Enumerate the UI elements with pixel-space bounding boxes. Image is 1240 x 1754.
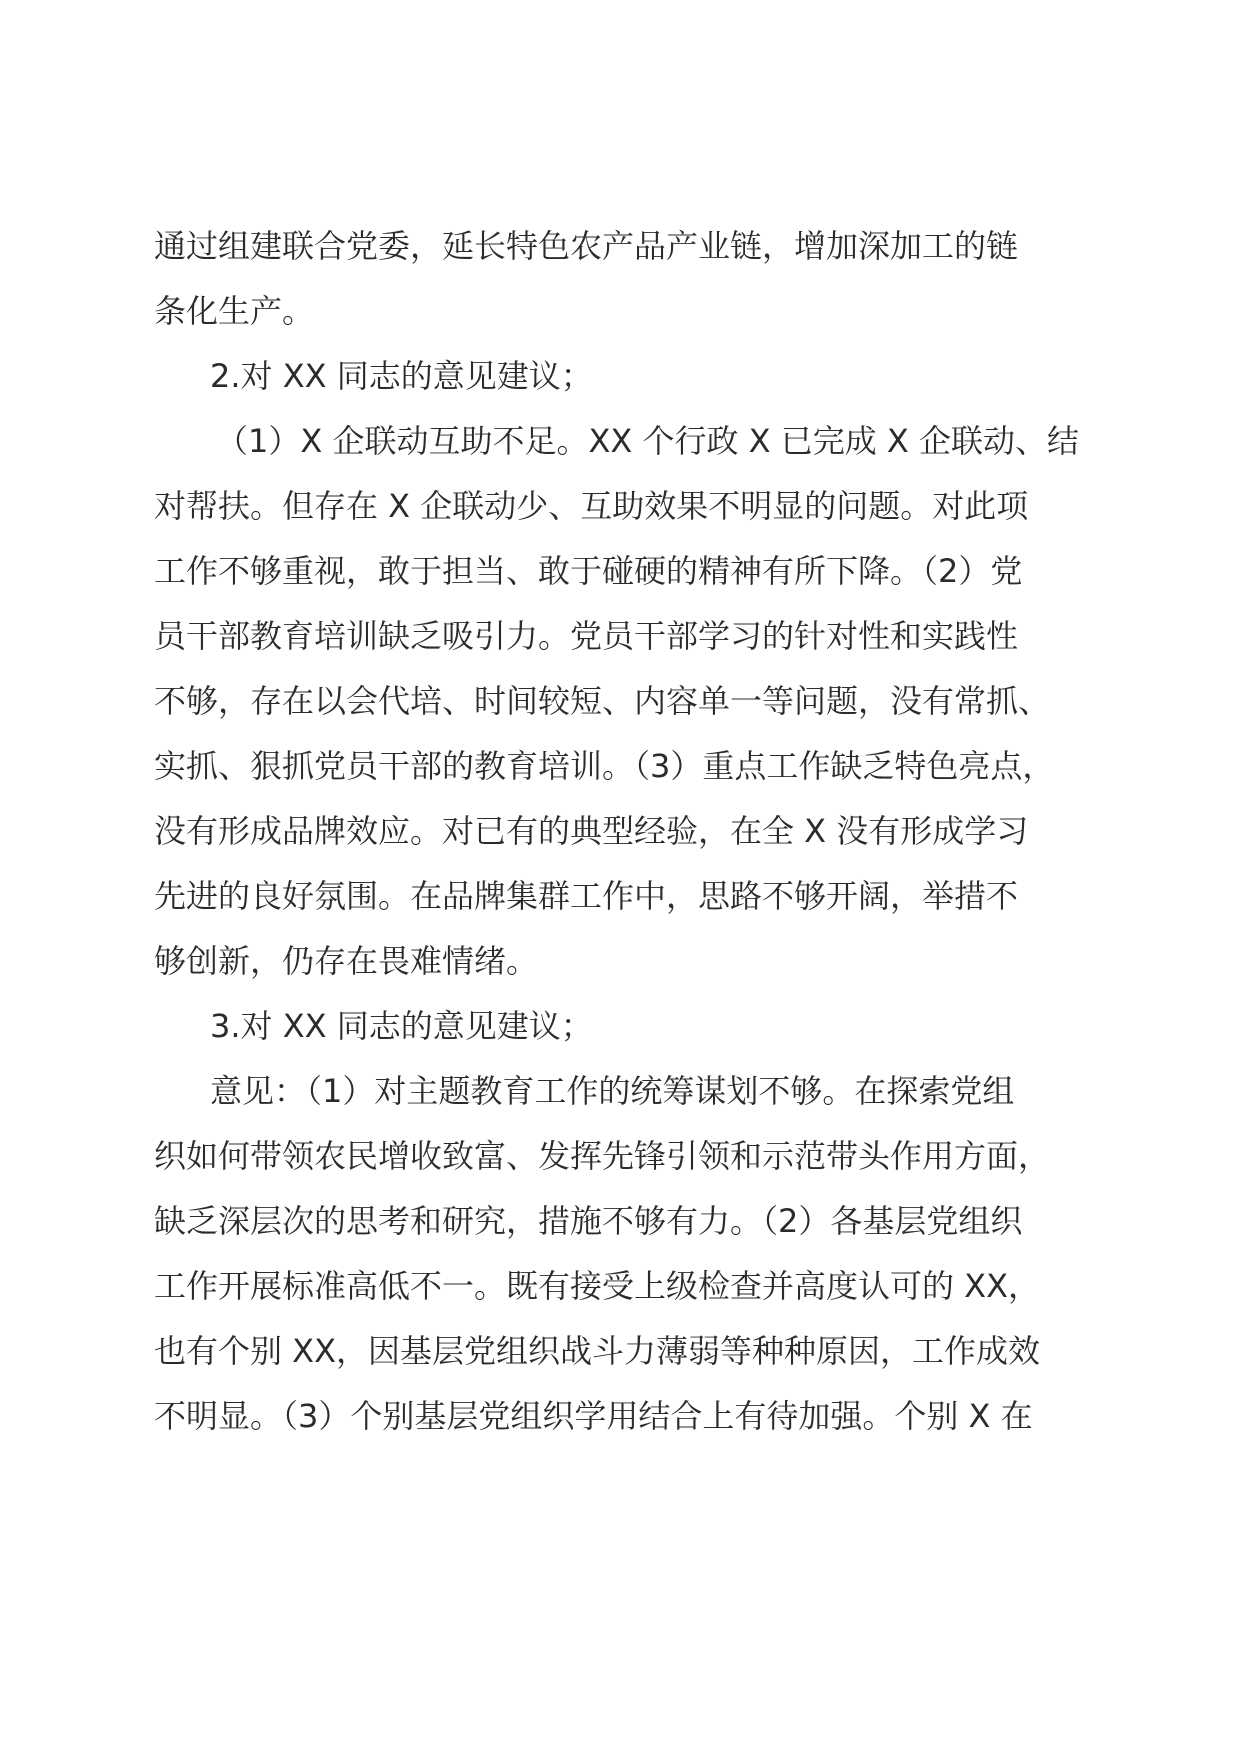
text-line: 不够，存在以会代培、时间较短、内容单一等问题，没有常抓、 — [154, 682, 1051, 720]
text-line: 不明显。（3）个别基层党组织学用结合上有待加强。个别 X 在 — [154, 1397, 1033, 1435]
text-line: 员干部教育培训缺乏吸引力。党员干部学习的针对性和实践性 — [154, 617, 1019, 655]
section-heading-2: 2.对 XX 同志的意见建议； — [210, 357, 593, 395]
text-line: 缺乏深层次的思考和研究，措施不够有力。（2）各基层党组织 — [154, 1202, 1023, 1240]
text-line: 先进的良好氛围。在品牌集群工作中，思路不够开阔，举措不 — [154, 877, 1019, 915]
text-line: （1）X 企联动互助不足。XX 个行政 X 已完成 X 企联动、结 — [216, 422, 1080, 460]
text-line: 工作不够重视，敢于担当、敢于碰硬的精神有所下降。（2）党 — [154, 552, 1023, 590]
text-line: 工作开展标准高低不一。既有接受上级检查并高度认可的 XX， — [154, 1267, 1041, 1305]
text-line: 织如何带领农民增收致富、发挥先锋引领和示范带头作用方面， — [154, 1137, 1051, 1175]
text-line: 通过组建联合党委，延长特色农产品产业链，增加深加工的链 — [154, 227, 1019, 265]
text-line: 意见：（1）对主题教育工作的统筹谋划不够。在探索党组 — [210, 1072, 1015, 1110]
text-line: 没有形成品牌效应。对已有的典型经验，在全 X 没有形成学习 — [154, 812, 1029, 850]
text-line: 也有个别 XX，因基层党组织战斗力薄弱等种种原因，工作成效 — [154, 1332, 1041, 1370]
text-line: 对帮扶。但存在 X 企联动少、互助效果不明显的问题。对此项 — [154, 487, 1029, 525]
section-heading-3: 3.对 XX 同志的意见建议； — [210, 1007, 593, 1045]
text-line: 实抓、狠抓党员干部的教育培训。（3）重点工作缺乏特色亮点， — [154, 747, 1055, 785]
body-text — [154, 214, 1094, 1449]
text-line: 条化生产。 — [154, 292, 315, 330]
text-line: 够创新，仍存在畏难情绪。 — [154, 942, 539, 980]
